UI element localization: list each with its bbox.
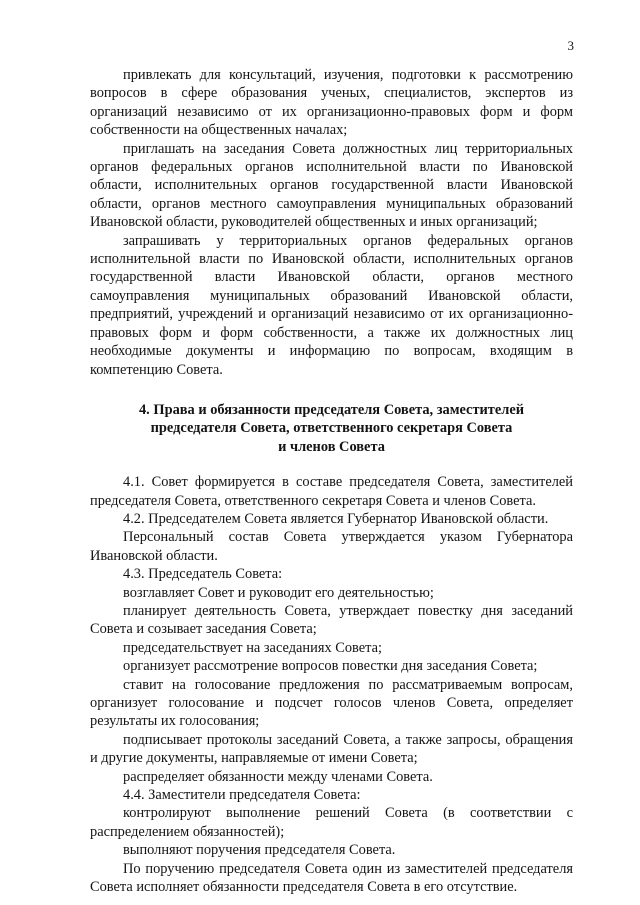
- deputy-duty-1: контролируют выполнение решений Совета (в соответствии с распределением обязанностей);: [90, 805, 573, 840]
- chair-duty-6: подписывает протоколы заседаний Совета, а также запросы, обращения и другие документы, направляемые от имени Совета;: [90, 731, 573, 767]
- section-heading-line-3: и членов Совета: [278, 438, 385, 455]
- clause-4-4: 4.4. Заместители председателя Совета:: [123, 787, 361, 804]
- clause-4-2: 4.2. Председателем Совета является Губернатор Ивановской области.: [123, 510, 549, 527]
- page-number: 3: [567, 38, 574, 53]
- chair-duty-4: организует рассмотрение вопросов повестки дня заседания Совета;: [123, 658, 538, 675]
- clause-4-1: 4.1. Совет формируется в составе председателя Совета, заместителей председателя Совета, ответственного секретаря Совета и членов Совета.: [90, 474, 573, 509]
- chair-duty-7: распределяет обязанности между членами Совета.: [123, 768, 433, 785]
- deputy-duty-2: выполняют поручения председателя Совета.: [123, 842, 396, 859]
- deputy-duty-3: По поручению председателя Совета один из заместителей председателя Совета исполняет обязанности председателя Совета в его отсутствие.: [90, 860, 573, 896]
- chair-duty-1: возглавляет Совет и руководит его деятельностью;: [123, 584, 434, 601]
- personnel-composition: Персональный состав Совета утверждается указом Губернатора Ивановской области.: [90, 529, 573, 564]
- intro-paragraph-3: запрашивать у территориальных органов федеральных органов исполнительной власти по Ивановской области, исполнительных органов государственной власти Ивановской области, органов местного самоуправления муниципальных образований Ивановской области, предприятий, учреждений и организаций независимо от их организационно-правовых форм и форм собственности, а также их должностных лиц необходимые документы и информацию по вопросам, входящим в компетенцию Совета.: [90, 232, 573, 378]
- section-heading-line-1: 4. Права и обязанности председателя Совета, заместителей: [138, 401, 525, 418]
- document-body: [90, 66, 573, 896]
- intro-paragraph-2: приглашать на заседания Совета должностных лиц территориальных органов федеральных органов исполнительной власти по Ивановской области, исполнительных органов государственной власти Ивановской области, органов местного самоуправления муниципальных образований Ивановской области, руководителей общественных и иных организаций;: [90, 140, 573, 231]
- section-heading: [90, 401, 573, 456]
- section-heading-line-2: председателя Совета, ответственного секретаря Совета: [150, 420, 513, 437]
- intro-paragraph-1: привлекать для консультаций, изучения, подготовки к рассмотрению вопросов в сфере образования ученых, специалистов, экспертов из организаций независимо от их организационно-правовых форм и форм собственности на общественных началах;: [90, 67, 573, 139]
- chair-duty-3: председательствует на заседаниях Совета;: [123, 639, 382, 656]
- chair-duty-5: ставит на голосование предложения по рассматриваемым вопросам, организует голосование и подсчет голосов членов Совета, определяет результаты их голосования;: [90, 676, 573, 730]
- chair-duty-2: планирует деятельность Совета, утверждает повестку дня заседаний Совета и созывает заседания Совета;: [90, 602, 573, 638]
- clause-4-3: 4.3. Председатель Совета:: [123, 566, 283, 583]
